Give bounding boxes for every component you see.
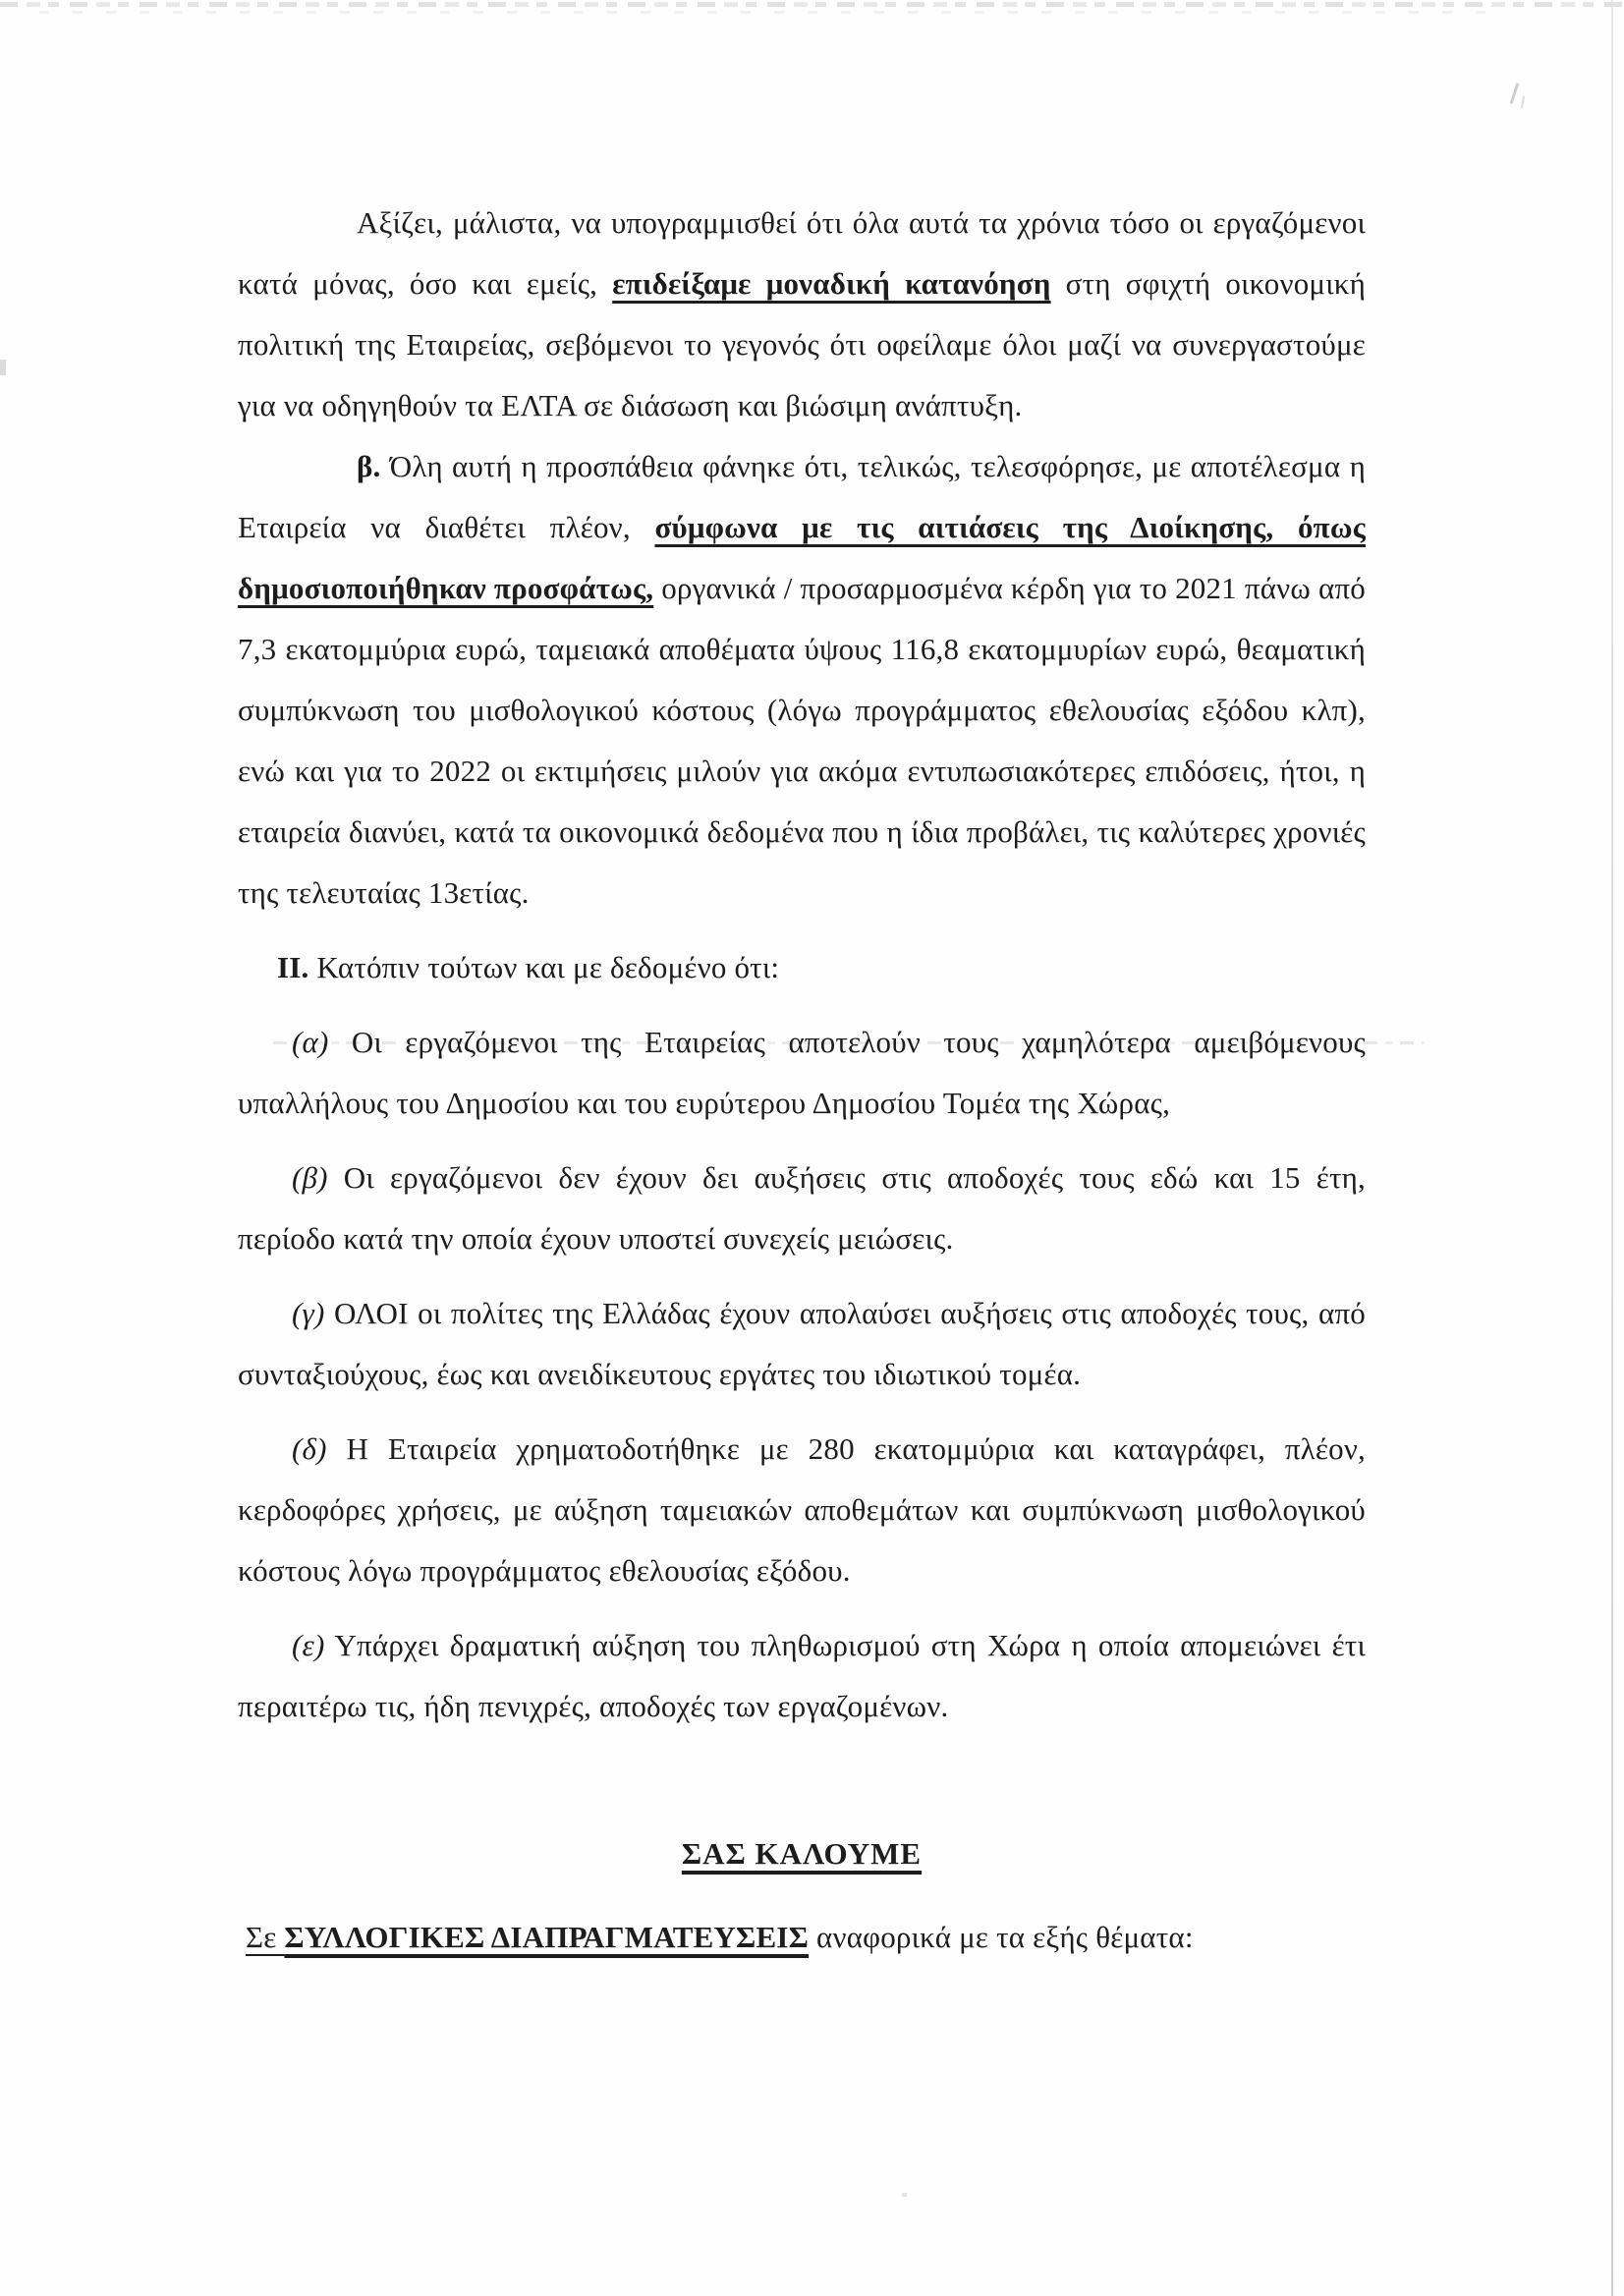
section-II-numeral: II.: [277, 950, 309, 984]
intro-text-pre: Αξίζει, μάλιστα, να υπογραμμισθεί ότι όλα αυτά τα χρόνια τόσο οι εργαζόμενοι κατά μόνας, όσο και εμείς,: [238, 205, 1366, 301]
list-item-delta: [238, 1419, 1366, 1601]
list-item-alpha: [238, 1012, 1366, 1134]
intro-text-post: στη σφιχτή οικονομική πολιτική της Εταιρείας, σεβόμενοι το γεγονός ότι οφείλαμε όλοι μαζί να συνεργαστούμε για να οδηγηθούν τα ΕΛΤΑ σε διάσωση και βιώσιμη ανάπτυξη.: [238, 266, 1366, 422]
call-heading-text: ΣΑΣ ΚΑΛΟΥΜΕ: [681, 1836, 923, 1871]
intro-paragraph: [238, 193, 1366, 436]
section-II-heading: [238, 937, 1366, 998]
document-body: [238, 193, 1366, 1968]
closing-text-pre: Σε: [246, 1920, 285, 1954]
beta-paragraph: [238, 436, 1366, 924]
scan-noise-top-secondary: [39, 11, 1501, 14]
list-item-beta: [238, 1148, 1366, 1269]
item-marker: (γ): [292, 1296, 325, 1330]
page-edge-shadow: [1611, 0, 1613, 2296]
item-text: Η Εταιρεία χρηματοδοτήθηκε με 280 εκατομμύρια και καταγράφει, πλέον, κερδοφόρες χρήσεις, με αύξηση ταμειακών αποθεμάτων και συμπύκνωση μισθολογικού κόστους λόγω προγράμματος εθελουσίας εξόδου.: [238, 1431, 1366, 1588]
item-marker: (β): [292, 1160, 328, 1195]
beta-text-post: οργανικά / προσαρμοσμένα κέρδη για το 2021 πάνω από 7,3 εκατομμύρια ευρώ, ταμειακά αποθέματα ύψους 116,8 εκατομμυρίων ευρώ, θεαματική συμπύκνωση του μισθολογικού κόστους (λόγω προγράμματος εθελουσίας εξόδου κλπ), ενώ και για το 2022 οι εκτιμήσεις μιλούν για ακόμα εντυπωσιακότερες επιδόσεις, ήτοι, η εταιρεία διανύει, κατά τα οικονομικά δεδομένα που η ίδια προβάλει, τις καλύτερες χρονιές της τελευταίας 13ετίας.: [238, 571, 1366, 910]
closing-paragraph: [238, 1907, 1366, 1968]
list-item-epsilon: [238, 1615, 1366, 1737]
closing-text-post: αναφορικά με τα εξής θέματα:: [809, 1920, 1194, 1954]
intro-emphasis-underlined: επιδείξαμε μοναδική κατανόηση: [612, 266, 1051, 301]
section-II-text: Κατόπιν τούτων και με δεδομένο ότι:: [308, 950, 780, 984]
item-marker: (ε): [292, 1628, 325, 1662]
item-text: Οι εργαζόμενοι δεν έχουν δει αυξήσεις στις αποδοχές τους εδώ και 15 έτη, περίοδο κατά την οποία έχουν υποστεί συνεχείς μειώσεις.: [238, 1160, 1366, 1256]
scan-speck-bottom: [902, 2193, 907, 2197]
call-heading: [238, 1823, 1366, 1884]
item-text: ΟΛΟΙ οι πολίτες της Ελλάδας έχουν απολαύσει αυξήσεις στις αποδοχές τους, από συνταξιούχους, έως και ανειδίκευτους εργάτες του ιδιωτικού τομέα.: [238, 1296, 1366, 1391]
scan-mark-left-edge: [0, 360, 6, 375]
scan-mark-top-right-secondary: [1521, 96, 1525, 108]
beta-lead: β.: [357, 449, 381, 483]
closing-emphasis-underlined: ΣΥΛΛΟΓΙΚΕΣ ΔΙΑΠΡΑΓΜΑΤΕΥΣΕΙΣ: [284, 1920, 810, 1954]
item-marker: (δ): [292, 1431, 327, 1466]
beta-emphasis-underlined: σύμφωνα με τις αιτιάσεις της Διοίκησης, όπως δημοσιοποιήθηκαν προσφάτως,: [238, 510, 1366, 605]
scan-mark-top-right: [1510, 83, 1520, 104]
item-text: Υπάρχει δραματική αύξηση του πληθωρισμού στη Χώρα η οποία απομειώνει έτι περαιτέρω τις, ήδη πενιχρές, αποδοχές των εργαζομένων.: [238, 1628, 1366, 1723]
item-text: Οι εργαζόμενοι της Εταιρείας αποτελούν τους χαμηλότερα αμειβόμενους υπαλλήλους του Δημοσίου και του ευρύτερου Δημοσίου Τομέα της Χώρας,: [238, 1025, 1366, 1120]
beta-text-pre: Όλη αυτή η προσπάθεια φάνηκε ότι, τελικώς, τελεσφόρησε, με αποτέλεσμα η Εταιρεία να διαθέτει πλέον,: [238, 449, 1366, 544]
list-item-gamma: [238, 1283, 1366, 1405]
item-marker: (α): [292, 1025, 329, 1059]
scan-noise-top: [0, 2, 1624, 7]
